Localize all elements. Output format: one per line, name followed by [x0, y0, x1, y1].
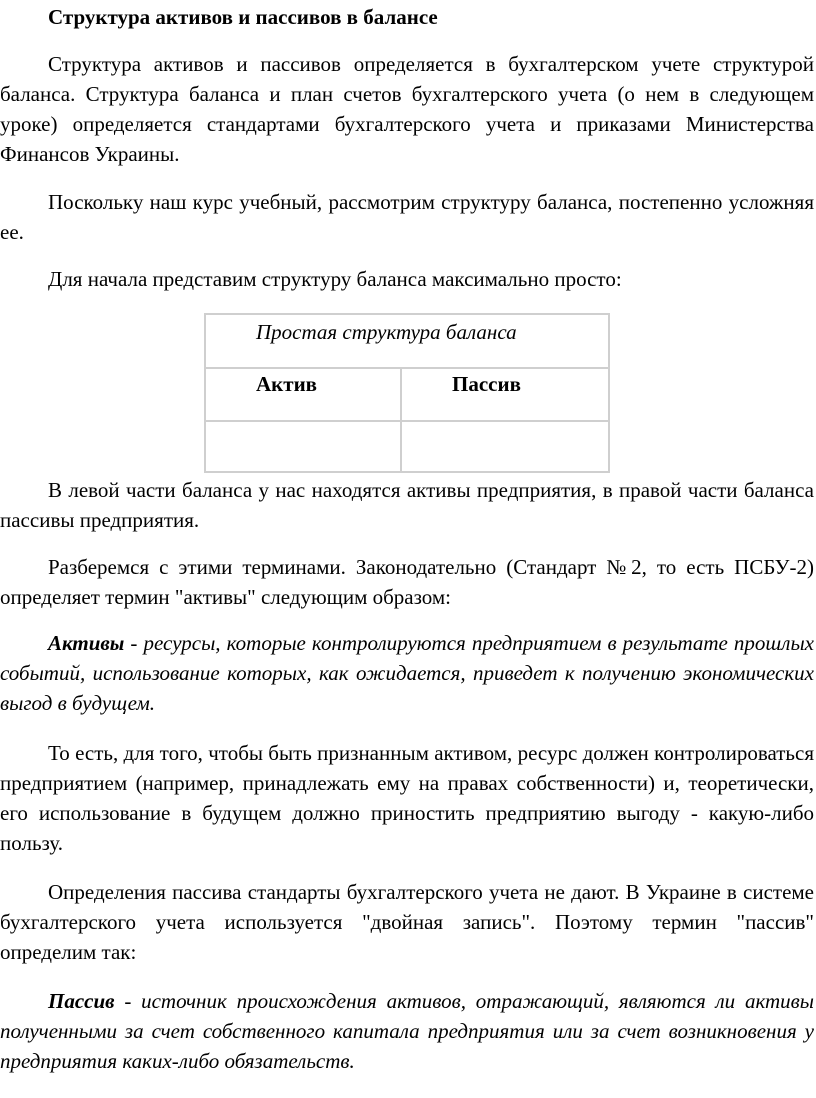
table-cell-liabilities [401, 421, 609, 472]
definition-assets-term: Активы [48, 631, 125, 655]
paragraph-terms-intro: Разберемся с этими терминами. Законодательно (Стандарт №2, то есть ПСБУ-2) определяет термин "активы" следующим образом: [0, 555, 814, 609]
table-cell-assets [205, 421, 401, 472]
definition-assets-text: - ресурсы, которые контролируются предприятием в результате прошлых событий, использование которых, как ожидается, приведет к получению экономических выгод в будущем. [0, 631, 814, 715]
definition-liabilities-term: Пассив [48, 989, 115, 1013]
table-header-liabilities: Пассив [401, 368, 609, 421]
paragraph-intro-table: Для начала представим структуру баланса максимально просто: [48, 267, 622, 291]
paragraph-liabilities-intro: Определения пассива стандарты бухгалтерского учета не дают. В Украине в системе бухгалтерского учета используется "двойная запись". Поэтому термин "пассив" определим так: [0, 880, 814, 964]
section-heading: Структура активов и пассивов в балансе [48, 5, 438, 29]
paragraph-balance-sides: В левой части баланса у нас находятся активы предприятия, в правой части баланса пассивы предприятия. [0, 478, 814, 532]
paragraph-asset-explanation: То есть, для того, чтобы быть признанным активом, ресурс должен контролироваться предприятием (например, принадлежать ему на правах собственности) и, теоретически, его использование в будущем должно приностить предприятию выгоду - какую-либо пользу. [0, 741, 814, 855]
definition-liabilities [0, 986, 814, 1076]
paragraph-course-note: Поскольку наш курс учебный, рассмотрим структуру баланса, постепенно усложняя ее. [0, 190, 814, 244]
table-caption: Простая структура баланса [205, 314, 609, 368]
balance-table [204, 313, 610, 473]
table-header-assets: Актив [205, 368, 401, 421]
definition-assets [0, 628, 814, 718]
paragraph-balance-structure: Структура активов и пассивов определяется в бухгалтерском учете структурой баланса. Структура баланса и план счетов бухгалтерского учета (о нем в следующем уроке) определяется стандартами бухгалтерского учета и приказами Министерства Финансов Украины. [0, 52, 814, 166]
definition-liabilities-text: - источник происхождения активов, отражающий, являются ли активы полученными за счет собственного капитала предприятия или за счет возникновения у предприятия каких-либо обязательств. [0, 989, 814, 1073]
